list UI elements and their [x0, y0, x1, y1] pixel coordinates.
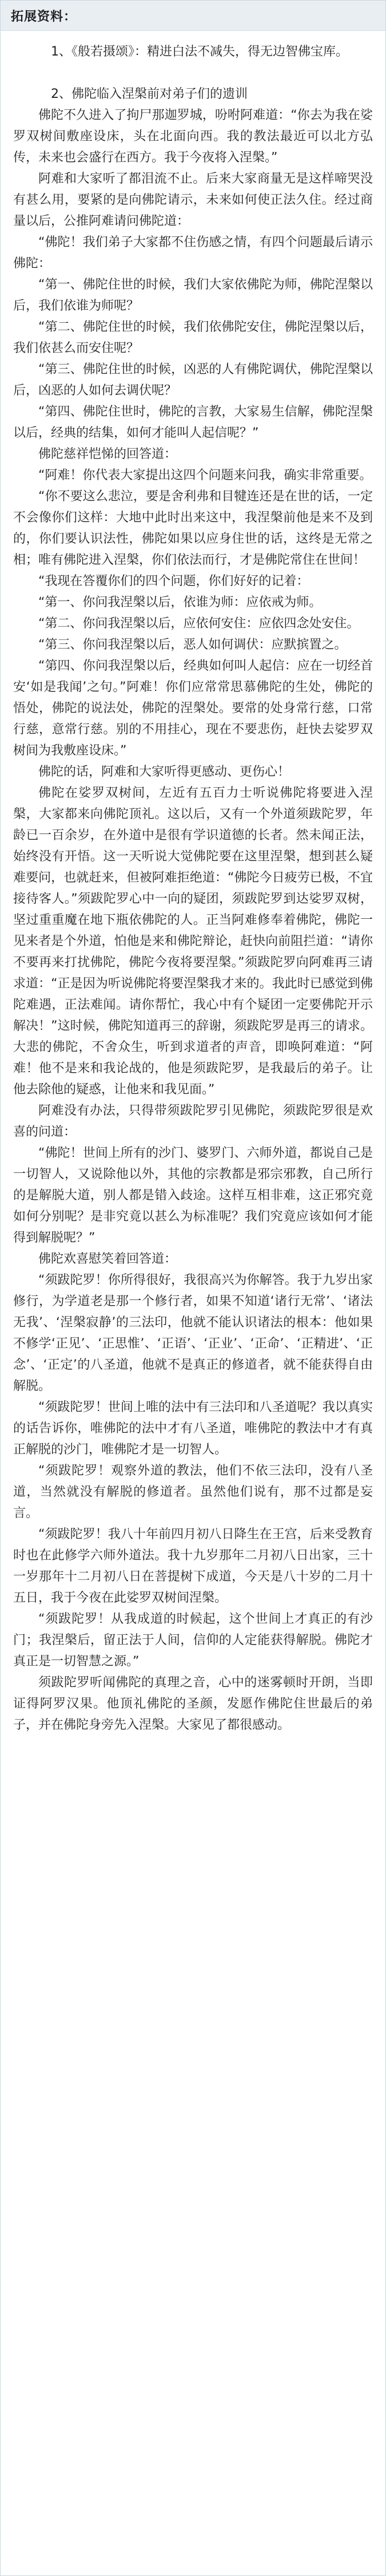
paragraph: 佛陀在娑罗双树间，左近有五百力士听说佛陀将要进入涅槃，大家都来向佛陀顶礼。这以后，又有一个外道须跋陀罗，年龄已一百余岁，在外道中是很有学识道德的长者。然未闻正法，始终没有开悟。这一天听说大觉佛陀要在这里涅槃，想到甚么疑难要问，也就赶来，但被阿难拒绝道：“佛陀今日疲劳已极，不宜接待客人。”须跋陀罗心中一向的疑团，须跋陀罗到达娑罗双树，坚过重重魔在地下瓶依佛陀的人。正当阿难修奉着佛陀，佛陀一见来者是个外道，怕他是来和佛陀辩论，赶快向前阻拦道：“请你不要再来打扰佛陀，佛陀今夜将要涅槃。”须跋陀罗向阿难再三请求道：“正是因为听说佛陀将要涅槃我才来的。我此时已感觉到佛陀难遇，正法难闻。请你帮忙，我心中有个疑团一定要佛陀开示解决！”这时候，佛陀知道再三的辞谢，须跋陀罗是再三的请求。大悲的佛陀，不舍众生，听到求道者的声音，即唤阿难道：“阿难！他不是来和我论战的，他是须跋陀罗，是我最后的弟子。让他去除他的疑惑，让他来和我见面。” [13, 786, 373, 1097]
paragraph: 阿难和大家听了都泪流不止。后来大家商量无是这样啼哭没有甚么用，要紧的是向佛陀请示，未来如何使正法久住。经过商量以后，公推阿难请问佛陀道： [13, 172, 373, 228]
paragraph: “我现在答覆你们的四个问题，你们好好的记着： [38, 574, 309, 588]
article-body [1, 31, 385, 1741]
paragraph: “第二、佛陀住世的时候，我们依佛陀安住，佛陀涅槃以后，我们依甚么而安住呢？ [13, 320, 373, 355]
paragraph: “须跋陀罗！观察外道的教法，他们不依三法印，没有八圣道，当然就没有解脱的修道者。虽然他们说有，那不过都是妄言。 [13, 1464, 373, 1520]
paragraph: “第二、你问我涅槃以后，应依何安住：应依四念处安住。 [38, 617, 360, 631]
paragraph: 须跋陀罗听闻佛陀的真理之音，心中的迷雾顿时开朗，当即证得阿罗汉果。他顶礼佛陀的圣颜，发愿作佛陀住世最后的弟子，并在佛陀身旁先入涅槃。大家见了都很感动。 [13, 1676, 373, 1732]
paragraph: “第三、你问我涅槃以后，恶人如何调伏：应默摈置之。 [38, 638, 347, 652]
paragraph: “须跋陀罗！从我成道的时候起，这个世间上才真正的有沙门；我涅槃后，留正法于人间，信仰的人定能获得解脱。佛陀才真正是一切智慧之源。” [13, 1612, 373, 1669]
paragraph: 佛陀慈祥恺悌的回答道： [38, 447, 177, 461]
paragraph-reference-1: 1、《般若摄颂》：精进白法不减失，得无边智佛宝库。 [51, 45, 348, 59]
paragraph: “佛陀！我们弟子大家都不住伤感之情，有四个问题最后请示佛陀： [13, 235, 373, 271]
section-title: 拓展资料： [11, 9, 77, 24]
paragraph: “第一、你问我涅槃以后，依谁为师：应依戒为师。 [38, 595, 322, 610]
paragraph: “第四、你问我涅槃以后，经典如何叫人起信：应在一切经首安‘如是我闻’之句。”阿难！你们应常常思慕佛陀的生处，佛陀的悟处，佛陀的说法处，佛陀的涅槃处。要常的处身常行慈，口常行慈，意常行慈。别的不用挂心，现在不要悲伤，赶快去娑罗双树间为我敷座设床。” [13, 659, 373, 758]
paragraph: 阿难没有办法，只得带须跋陀罗引见佛陀，须跋陀罗很是欢喜的问道： [13, 1104, 373, 1139]
paragraph: “你不要这么悲泣，要是舍利弗和目犍连还是在世的话，一定不会像你们这样：大地中此时出来这中，我涅槃前他是来不及到的，你们要认识法性，佛陀如果以应身住世的话，这终是无常之相；唯有佛陀进入涅槃，你们依法而行，才是佛陀常住在世间！ [13, 489, 373, 567]
paragraph: “佛陀！世间上所有的沙门、婆罗门、六师外道，都说自己是一切智人，又说除他以外，其他的宗教都是邪宗邪教，自己所行的是解脱大道，别人都是错入歧途。这样互相非难，这正邪究竟如何分别呢？是非究竟以甚么为标准呢？我们究竟应该如何才能得到解脱呢？” [13, 1146, 373, 1245]
section-header [1, 1, 385, 31]
paragraph: “须跋陀罗！我八十年前四月初八日降生在王宫，后来受教育时也在此修学六师外道法。我十九岁那年二月初八日出家，三十一岁那年十二月初八日在菩提树下成道，今天是八十岁的二月十五日，我于今夜在此娑罗双树间涅槃。 [13, 1527, 373, 1605]
paragraph: 佛陀的话，阿难和大家听得更感动、更伤心！ [38, 765, 291, 779]
paragraph: 佛陀欢喜慰笑着回答道： [38, 1252, 177, 1266]
paragraph: “第三、佛陀住世的时候，凶恶的人有佛陀调伏，佛陀涅槃以后，凶恶的人如何去调伏呢？ [13, 362, 373, 398]
paragraph-reference-2: 2、佛陀临入涅槃前对弟子们的遗训 [51, 87, 248, 101]
paragraph: “阿难！你代表大家提出这四个问题来问我，确实非常重要。 [38, 468, 372, 483]
paragraph: 佛陀不久进入了拘尸那迦罗城，吩咐阿难道：“你去为我在娑罗双树间敷座设床，头在北面向西。我的教法最近可以北方弘传，未来也会盛行在西方。我于今夜将入涅槃。” [13, 108, 373, 165]
paragraph: “须跋陀罗！世间上唯的法中有三法印和八圣道呢？我以真实的话告诉你，唯佛陀的法中才有八圣道，唯佛陀的教法中才有真正解脱的沙门，唯佛陀才是一切智人。 [13, 1400, 373, 1457]
paragraph: “须跋陀罗！你所得很好，我很高兴为你解答。我于九岁出家修行，为学道老是那一个修行者，如果不知道‘诸行无常’、‘诸法无我’、‘涅槃寂静’的三法印，他就不能认识诸法的根本：他如果不修学‘正见’、‘正思惟’、‘正语’、‘正业’、‘正命’、‘正精进’、‘正念’、‘正定’的八圣道，他就不是真正的修道者，就不能获得自由解脱。 [13, 1273, 373, 1393]
paragraph: “第四、佛陀住世时，佛陀的言教，大家易生信解，佛陀涅槃以后，经典的结集，如何才能叫人起信呢？” [13, 405, 373, 440]
paragraph: “第一、佛陀住世的时候，我们大家依佛陀为师，佛陀涅槃以后，我们依谁为师呢？ [13, 278, 373, 313]
